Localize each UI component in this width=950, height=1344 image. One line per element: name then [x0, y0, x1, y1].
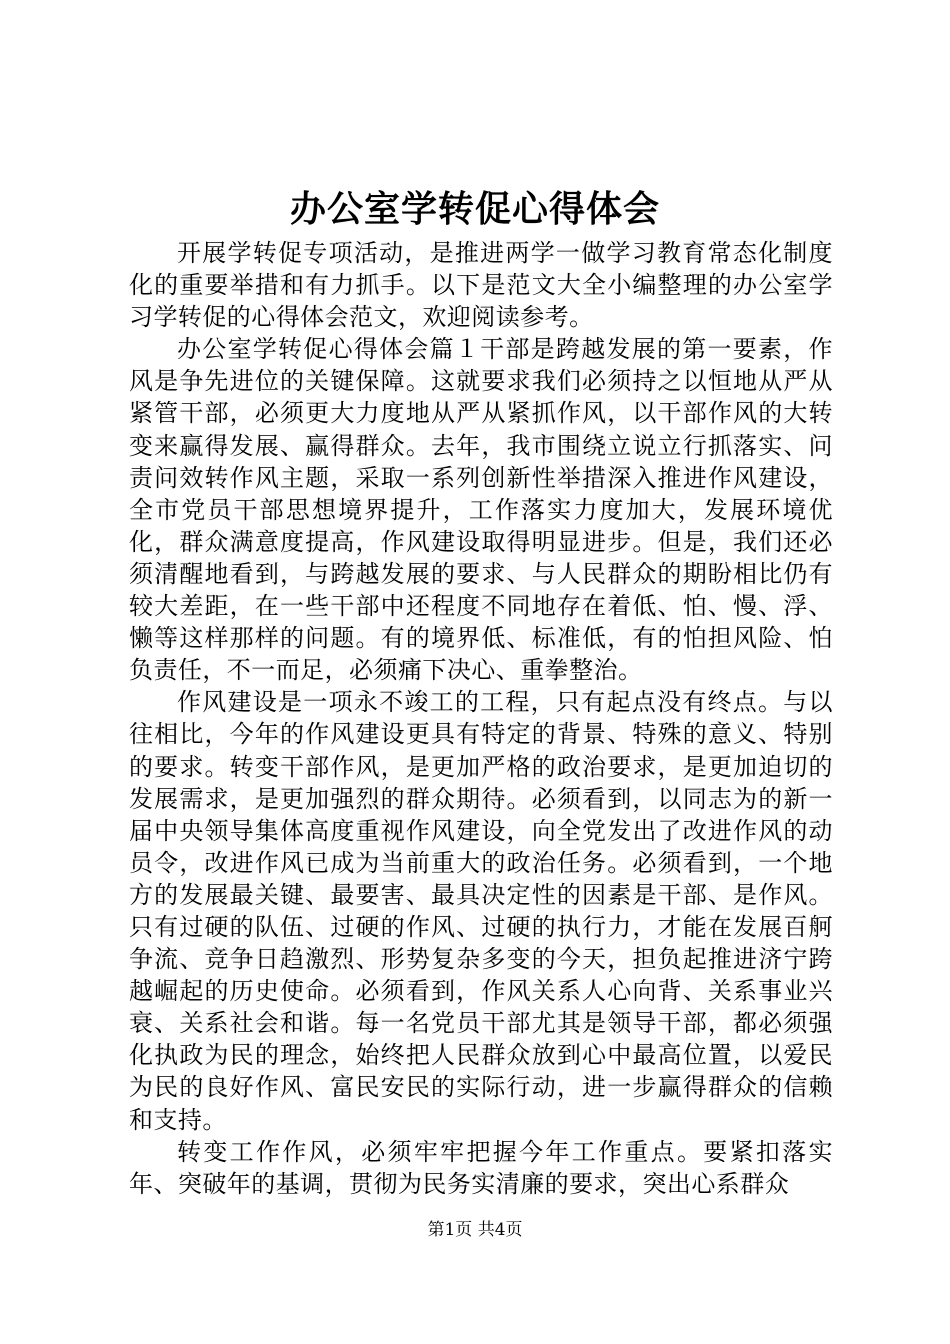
document-title: 办公室学转促心得体会 [289, 188, 660, 230]
page-total: 共4页 [477, 1220, 523, 1240]
paragraph: 转变工作作风，必须牢牢把握今年工作重点。要紧扣落实年、突破年的基调，贯彻为民务实清廉的要求，突出心系群众 [129, 1137, 833, 1198]
paragraph: 开展学转促专项活动，是推进两学一做学习教育常态化制度化的重要举措和有力抓手。以下是范文大全小编整理的办公室学习学转促的心得体会范文，欢迎阅读参考。 [129, 239, 833, 332]
paragraph: 办公室学转促心得体会篇１干部是跨越发展的第一要素，作风是争先进位的关键保障。这就要求我们必须持之以恒地从严从紧管干部，必须更大力度地从严从紧抓作风，以干部作风的大转变来赢得发展、赢得群众。去年，我市围绕立说立行抓落实、问责问效转作风主题，采取一系列创新性举措深入推进作风建设，全市党员干部思想境界提升，工作落实力度加大，发展环境优化，群众满意度提高，作风建设取得明显进步。但是，我们还必须清醒地看到，与跨越发展的要求、与人民群众的期盼相比仍有较大差距，在一些干部中还程度不同地存在着低、怕、慢、浮、懒等这样那样的问题。有的境界低、标准低，有的怕担风险、怕负责任，不一而足，必须痛下决心、重拳整治。 [129, 335, 833, 685]
paragraph: 作风建设是一项永不竣工的工程，只有起点没有终点。与以往相比，今年的作风建设更具有特定的背景、特殊的意义、特别的要求。转变干部作风，是更加严格的政治要求，是更加迫切的发展需求，是更加强烈的群众期待。必须看到，以同志为的新一届中央领导集体高度重视作风建设，向全党发出了改进作风的动员令，改进作风已成为当前重大的政治任务。必须看到，一个地方的发展最关键、最要害、最具决定性的因素是干部、是作风。只有过硬的队伍、过硬的作风、过硬的执行力，才能在发展百舸争流、竞争日趋激烈、形势复杂多变的今天，担负起推进济宁跨越崛起的历史使命。必须看到，作风关系人心向背、关系事业兴衰、关系社会和谐。每一名党员干部尤其是领导干部，都必须强化执政为民的理念，始终把人民群众放到心中最高位置，以爱民为民的良好作风、富民安民的实际行动，进一步赢得群众的信赖和支持。 [129, 688, 833, 1134]
page-number: 第1页 [427, 1220, 473, 1240]
document-body [129, 237, 833, 1200]
page-footer [0, 1218, 950, 1242]
